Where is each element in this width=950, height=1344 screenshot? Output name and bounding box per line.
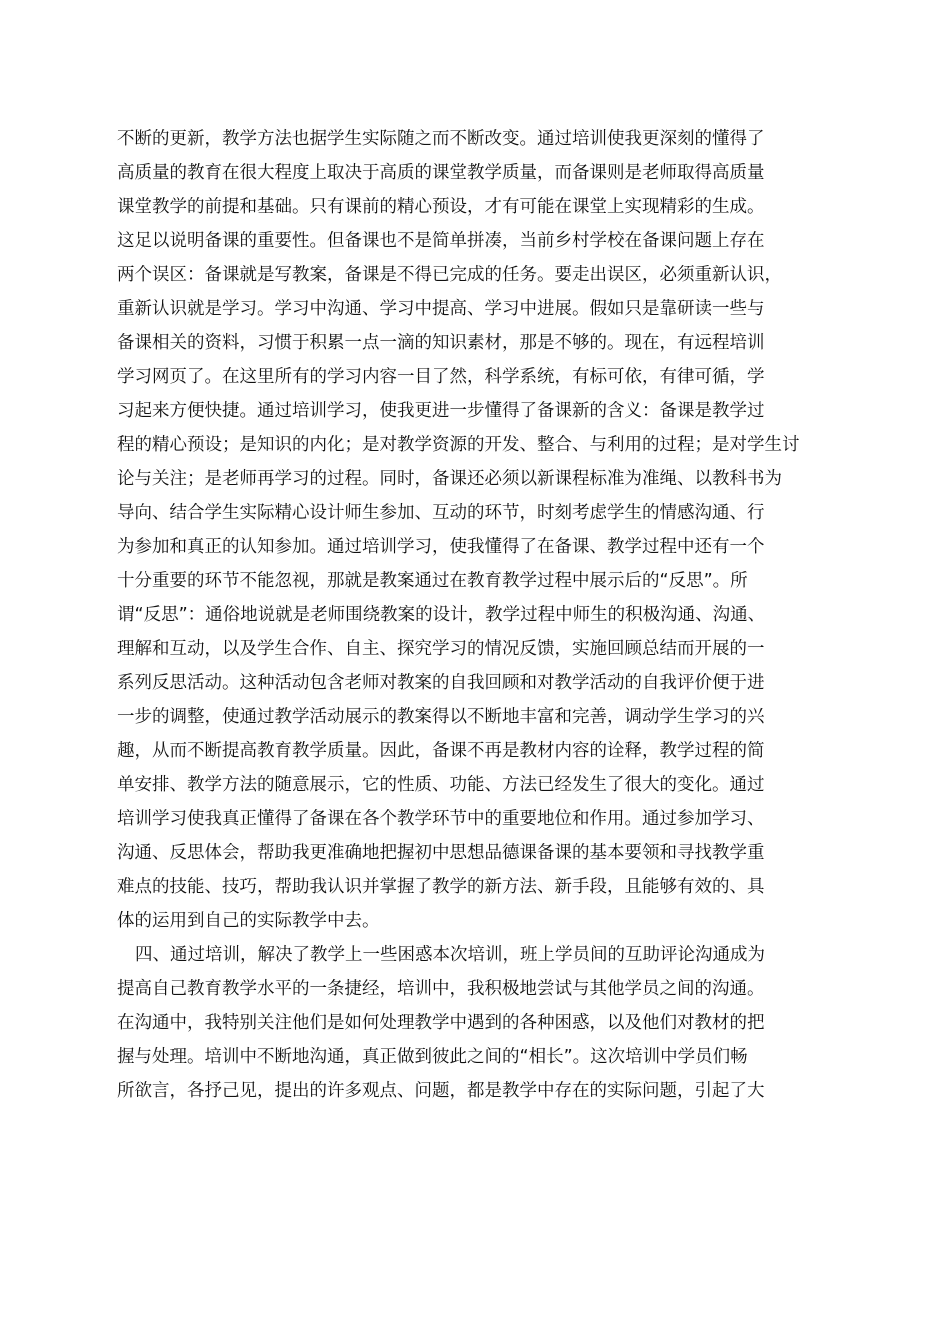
text-line: 体的运用到自己的实际教学中去。 — [117, 911, 380, 931]
text-line: 学习网页了。在这里所有的学习内容一目了然，科学系统，有标可依，有律可循，学 — [117, 367, 765, 387]
text-line: 高质量的教育在很大程度上取决于高质的课堂教学质量，而备课则是老师取得高质量 — [117, 163, 765, 183]
text-line: 不断的更新，教学方法也据学生实际随之而不断改变。通过培训使我更深刻的懂得了 — [117, 129, 765, 149]
text-line: 这足以说明备课的重要性。但备课也不是简单拼凑，当前乡村学校在备课问题上存在 — [117, 231, 765, 251]
section-start-line: 四、通过培训，解决了教学上一些困惑本次培训，班上学员间的互助评论沟通成为 — [135, 945, 765, 965]
text-line: 沟通、反思体会，帮助我更准确地把握初中思想品德课备课的基本要领和寻找教学重 — [117, 843, 765, 863]
text-line: 导向、结合学生实际精心设计师生参加、互动的环节，时刻考虑学生的情感沟通、行 — [117, 503, 765, 523]
text-line: 谓“反思”：通俗地说就是老师围绕教案的设计，教学过程中师生的积极沟通、沟通、 — [117, 605, 766, 625]
text-line: 提高自己教育教学水平的一条捷经，培训中，我积极地尝试与其他学员之间的沟通。 — [117, 979, 765, 999]
text-line: 一步的调整，使通过教学活动展示的教案得以不断地丰富和完善，调动学生学习的兴 — [117, 707, 765, 727]
text-line: 为参加和真正的认知参加。通过培训学习，使我懂得了在备课、教学过程中还有一个 — [117, 537, 765, 557]
text-line: 论与关注；是老师再学习的过程。同时，备课还必须以新课程标准为准绳、以教科书为 — [117, 469, 782, 489]
text-line: 难点的技能、技巧，帮助我认识并掌握了教学的新方法、新手段，且能够有效的、具 — [117, 877, 765, 897]
text-line: 十分重要的环节不能忽视，那就是教案通过在教育教学过程中展示后的“反思”。所 — [117, 571, 748, 591]
text-line: 习起来方便快捷。通过培训学习，使我更进一步懂得了备课新的含义：备课是教学过 — [117, 401, 765, 421]
text-line: 在沟通中，我特别关注他们是如何处理教学中遇到的各种困惑，以及他们对教材的把 — [117, 1013, 765, 1033]
text-line: 备课相关的资料，习惯于积累一点一滴的知识素材，那是不够的。现在，有远程培训 — [117, 333, 765, 353]
text-line: 趣，从而不断提高教育教学质量。因此，备课不再是教材内容的诠释，教学过程的简 — [117, 741, 765, 761]
text-line: 握与处理。培训中不断地沟通，真正做到彼此之间的“相长”。这次培训中学员们畅 — [117, 1047, 748, 1067]
text-line: 两个误区：备课就是写教案，备课是不得已完成的任务。要走出误区，必须重新认识， — [117, 265, 782, 285]
text-line: 培训学习使我真正懂得了备课在各个教学环节中的重要地位和作用。通过参加学习、 — [117, 809, 765, 829]
text-line: 程的精心预设；是知识的内化；是对教学资源的开发、整合、与利用的过程；是对学生讨 — [117, 435, 800, 455]
document-body — [117, 122, 839, 1108]
text-line: 所欲言，各抒己见，提出的许多观点、问题，都是教学中存在的实际问题，引起了大 — [117, 1081, 765, 1101]
text-line: 课堂教学的前提和基础。只有课前的精心预设，才有可能在课堂上实现精彩的生成。 — [117, 197, 765, 217]
text-line: 重新认识就是学习。学习中沟通、学习中提高、学习中进展。假如只是靠研读一些与 — [117, 299, 765, 319]
text-line: 单安排、教学方法的随意展示，它的性质、功能、方法已经发生了很大的变化。通过 — [117, 775, 765, 795]
text-line: 系列反思活动。这种活动包含老师对教案的自我回顾和对教学活动的自我评价便于进 — [117, 673, 765, 693]
text-line: 理解和互动，以及学生合作、自主、探究学习的情况反馈，实施回顾总结而开展的一 — [117, 639, 765, 659]
